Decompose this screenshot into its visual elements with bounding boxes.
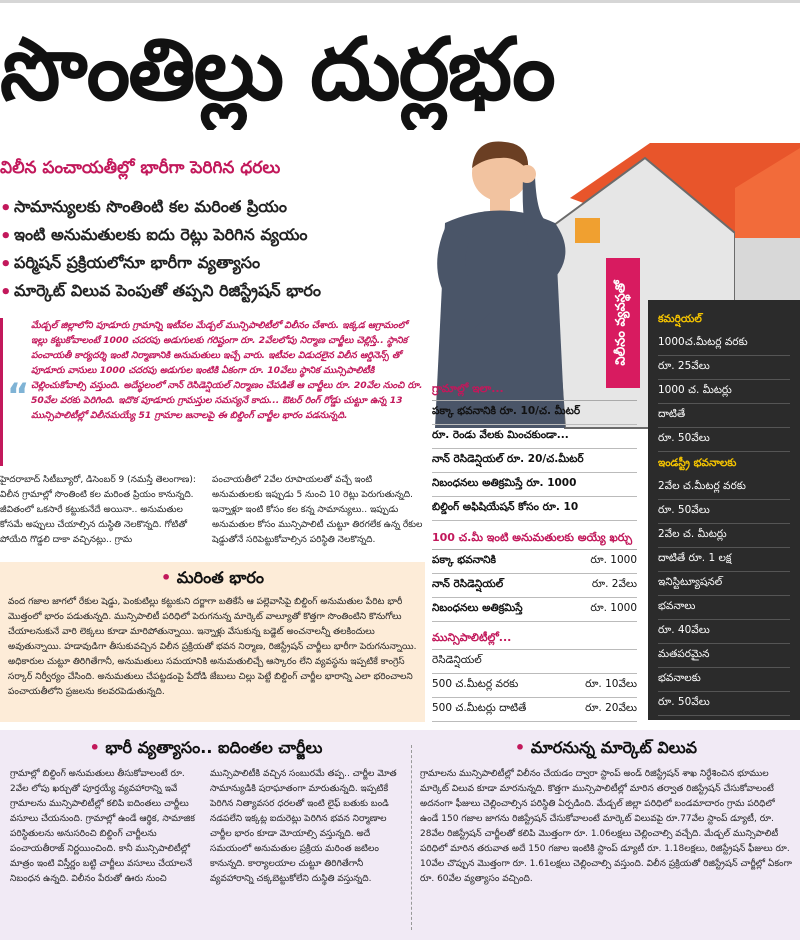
table-row: బిల్డింగ్ అఫిషియేషన్ కోసం రూ. 10: [432, 497, 637, 521]
table-row: 500 చ.మీటర్లు దాటితే రూ. 20వేలు: [432, 698, 637, 722]
panel-row: భవనాలు: [658, 596, 790, 620]
table-row: పక్కా భవనానికి రూ. 1000: [432, 550, 637, 574]
bullet-text: ఇంటి అనుమతులకు ఐదు రెట్లు పెరిగిన వ్యయం: [14, 224, 308, 244]
bullet-dot-icon: •: [0, 225, 12, 247]
ribbon-text: విలీనం వ్యవస్థతో: [614, 280, 630, 366]
bottom-right-title: • మారనున్న మార్కెట్ విలువ: [514, 738, 698, 757]
bullet-text: పర్మిషన్ ప్రక్రియలోనూ భారీగా వ్యత్యాసం: [14, 252, 261, 272]
table-row: నిబంధనలు అతిక్రమిస్తే రూ. 1000: [432, 598, 637, 622]
table-row: నాన్ రెసిడెన్షియల్ రూ. 20/చ.మీటర్: [432, 449, 637, 473]
bullet-dot-icon: •: [89, 738, 106, 757]
table-row: రూ. రెండు వేలకు మించకుండా...: [432, 425, 637, 449]
panel-row: రూ. 50వేలు: [658, 500, 790, 524]
bullet-text: మార్కెట్ విలువ పెంపుతో తప్పని రిజిస్ట్రేషన్ భారం: [14, 280, 321, 300]
panel-heading: ఇండస్ట్రీ భవనాలకు: [658, 456, 737, 469]
bottom-left-col1: గ్రామాల్లో బిల్డింగ్ అనుమతులు తీసుకోవాలంటే రూ. 2వేల లోపు ఖర్చుతో పూర్తయ్యే వ్యవహారాన్ని ఇవే గ్రామాలను మున్సిపాలిటీల్లో కలిపి ఐదింతలు చార్జీలు వసూలు చేయనుంది. గ్రామాల్లో ఉండే ఆర్థిక, సామాజిక పరిస్థితులను అనుసరించి బిల్డింగ్ చార్జీలను పంచాయతీరాజ్ నిర్ణయించింది. కానీ మున్సిపాలిటీల్లో మాత్రం ఇంటి విస్తీర్ణం బట్టి చార్జీలు వసూలు చేయాలనే నిబంధన ఉన్నది. విలీనం పేరుతో ఊరు నుంచి: [10, 769, 196, 884]
sidebar-box-more-burden: [0, 562, 425, 722]
panel-row: రూ. 50వేలు: [658, 692, 790, 716]
man-hand-icon: [518, 165, 536, 183]
bullet-item: [0, 278, 420, 306]
bullet-dot-icon: •: [514, 738, 531, 757]
panel-row: రూ. 25వేలు: [658, 356, 790, 380]
panel-row: 2వేల చ.మీటర్ల వరకు: [658, 476, 790, 500]
hundred-sqm-heading: 100 చ.మీ ఇంటి అనుమతులకు అయ్యే ఖర్చు: [432, 529, 637, 550]
village-heading: గ్రామాల్లో ఇలా...: [432, 380, 637, 401]
panel-row: 1000చ.మీటర్ల వరకు: [658, 332, 790, 356]
municipal-heading: మున్సిపాలిటీల్లో...: [432, 628, 637, 650]
panel-row: భవనాలకు: [658, 668, 790, 692]
top-rule: [0, 0, 800, 3]
panel-heading: కమర్షియల్: [658, 312, 702, 325]
bottom-left-col2: మున్సిపాలిటీకి వచ్చిన సంబురమే తప్ప.. చార్జీల మోత సామాన్యుడికి షరాఘాతంగా మారుతున్నది. ఇప్పటికే పెరిగిన నిత్యావసర ధరలతో ఇంటి లైఫ్ బతుకు బండి నడపలేని ఇక్కట్ల ఐదురెట్లు పెరిగిన భవన నిర్మాణాల చార్జీల భారం కూడా మోయాల్సి వస్తున్నది. అదే సమయంలో అనుమతుల ప్రక్రియ మరింత జటిలం కానున్నది. కార్యాలయాల చుట్టూ తిరిగితేగానీ వ్యవహారాన్ని చక్కబెట్టుకోలేని దుస్థితి వస్తున్నది.: [210, 769, 397, 884]
bottom-left-title: • భారీ వ్యత్యాసం.. ఐదింతల చార్జీలు: [89, 738, 323, 757]
column-divider: [411, 745, 412, 930]
subheadline: [0, 158, 420, 186]
article-body-col1: హైదరాబాద్ సిటీబ్యూరో, డిసెంబర్ 9 (నమస్తే తెలంగాణ): విలీన గ్రామాల్లో సొంతింటి కల మరింత ప్రియం కానున్నది. జీవితంలో ఒకసారే కట్టుకునేదే అయినా.. అనుమతుల కోసమే అప్పులు చేయాల్సిన దుస్థితి నెలకొన్నది. గోటితో పోయేది గొడ్డలి దాకా వచ్చినట్లు.. గ్రామ: [0, 475, 196, 545]
table-row: రెసిడెన్షియల్: [432, 650, 637, 674]
sidebar-box-title: • మరింత భారం: [160, 568, 265, 587]
bottom-left-article: [10, 738, 402, 887]
bullet-dot-icon: •: [0, 281, 12, 303]
bullet-list: [0, 194, 420, 306]
panel-row: మతపరమైన: [658, 644, 790, 668]
panel-row: దాటితే రూ. 1 లక్ష: [658, 548, 790, 572]
commercial-charges-panel: [648, 300, 800, 720]
panel-row: రూ. 40వేలు: [658, 620, 790, 644]
charges-table: [432, 380, 637, 722]
table-row: పక్కా భవనానికి రూ. 10/చ. మీటర్: [432, 401, 637, 425]
panel-row: దాటితే: [658, 404, 790, 428]
table-row: నిబంధనలు అతిక్రమిస్తే రూ. 1000: [432, 473, 637, 497]
headline: సొంతిల్లు దుర్లభం: [0, 20, 554, 120]
sidebar-box-text: వంద గజాల జాగలో రేకుల షెడ్డు, పెంకుటిల్లు కట్టుకుని దర్జాగా బతికేసే ఆ పల్లెవాసిపై బిల్డింగ్ అనుమతుల పేరిట భారీ మొత్తంలో భారం పడుతున్నది. మున్సిపాలిటీ పరిధిలో పెరుగనున్న మార్కెట్ వాల్యూతో కొత్తగా సొంతింటిని కొనుగోలు చేయాలనుకునే వారి లెక్కలు కూడా మారిపోతున్నాయి. ఇన్నాళ్లు వేసుకున్న బడ్జెట్ అంచనాలన్నీ తలకిందులు అవుతున్నాయి. హడావుడిగా తీసుకువచ్చిన విలీన ప్రక్రియతో భవన నిర్మాణ, రిజిస్ట్రేషన్ చార్జీలు భారీగా పెరుగనున్నాయి. అధికారుల చుట్టూ తిరిగితేగానీ, అనుమతులు సమయానికి అనుమతులిచ్చే ఆస్కారం లేని వ్యవస్థను ఇప్పటికే కాంగ్రెస్ సర్కార్ నిర్వీర్యం చేసింది. అనుమతులు చేపట్టడంపై పేదోడి జేబులు చిల్లు పెట్టే బిల్డింగ్ చార్జీల భారాన్ని ఎలా భరించాలని పంచాయతీలోని ప్రజలను కలవరపెడుతున్నది.: [8, 597, 417, 697]
article-body-col2: పంచాయతీలో 2వేల రూపాయలతో వచ్చే ఇంటి అనుమతులకు ఇప్పుడు 5 నుంచి 10 రెట్లు పెరుగుతున్నది. ఇన్నాళ్లూ ఇంటి కోసం కల కన్న సామాన్యులు.. ఇప్పుడు అనుమతుల కోసం మున్సిపాలిటీ చుట్టూ తిరగలేక ఉన్న రేకుల షెడ్డుతోనే సరిపెట్టుకోవాల్సిన పరిస్థితి నెలకొన్నది.: [212, 475, 423, 545]
table-row: 500 చ.మీటర్ల వరకు రూ. 10వేలు: [432, 674, 637, 698]
house-window-icon: [575, 218, 600, 243]
pullquote: [0, 318, 425, 466]
bullet-item: [0, 194, 420, 222]
ribbon-label: [606, 258, 640, 388]
bottom-right-text: గ్రామాలను మున్సిపాలిటీల్లో విలీనం చేయడం ద్వారా స్టాంప్ అండ్ రిజిస్ట్రేషన్ శాఖ నిర్ధేశించిన భూముల మార్కెట్ విలువ కూడా మారనున్నది. కొత్తగా మున్సిపాలిటీల్లో మారిన తర్వాత రిజిస్ట్రేషన్ చేసుకోవాలంటే అదనంగా ఫీజులు చెల్లించాల్సిన పరిస్థితి ఏర్పడింది. మేడ్చల్ జిల్లా పరిధిలో బండమాదారం గ్రామ పరిధిలో ఉండే 150 గజాల జాగను రిజిస్ట్రేషన్ చేసుకోవాలంటే మార్కెట్ విలువపై రూ.77వేల స్టాంప్ డ్యూటీ, రూ. 28వేల రిజిస్ట్రేషన్ చార్జీలతో కలిపి మొత్తంగా రూ. 1.06లక్షలు చెల్లించాల్సి వచ్చేది. మేడ్చల్ మున్సిపాలిటీ పరిధిలో మారిన తరువాత అదే 150 గజాల ఇంటికి స్టాంప్ డ్యూటీ రూ. 1.18లక్షలు, రిజిస్ట్రేషన్ ఫీజులు రూ. 10వేల చొప్పున మొత్తంగా రూ. 1.61లక్షలు చెల్లించాల్సి వస్తుంది. విలీన ప్రక్రియతో రిజిస్ట్రేషన్ చార్జీల్లో ఏకంగా రూ. 60వేల వ్యత్యాసం వచ్చింది.: [420, 769, 792, 884]
bullet-item: [0, 222, 420, 250]
subheadline-text: విలీన పంచాయతీల్లో భారీగా పెరిగిన ధరలు: [0, 158, 281, 178]
panel-row: రూ. 50వేలు: [658, 428, 790, 452]
bottom-right-article: [420, 738, 792, 887]
bullet-item: [0, 250, 420, 278]
quote-icon: “: [7, 376, 30, 416]
bullet-dot-icon: •: [160, 568, 177, 587]
panel-row: 1000 చ. మీటర్లు: [658, 380, 790, 404]
bullet-dot-icon: •: [0, 253, 12, 275]
panel-row: 2వేల చ. మీటర్లు: [658, 524, 790, 548]
table-row: నాన్ రెసిడెన్షియల్ రూ. 2వేలు: [432, 574, 637, 598]
pullquote-text: మేడ్చల్ జిల్లాలోని పూడూరు గ్రామాన్ని ఇటీవల మేడ్చల్ మున్సిపాలిటీలో విలీనం చేశారు. ఇక్కడ ఆగ్రామంలో ఇల్లు కట్టుకోవాలంటే 1000 చదరపు అడుగులకు గరిష్టంగా రూ. 2వేలలోపు నిర్మాణ చార్జీలు చెల్లిస్తే.. స్థానిక పంచాయతీ కార్యదర్శి ఇంటి నిర్మాణానికి అనుమతులు ఇచ్చే వారు. ఇటీవల విడుదలైన విలీన ఆర్డినెన్స్ తో పూడూరు వాసులు 1000 చదరపు అడుగుల ఇంటికి ఏకంగా రూ. 10వేలు స్థానిక మున్సిపాలిటీకి చెల్లించుకోవాల్సి వస్తుంది. అదేస్థలంలో నాన్ రెసిడెన్షియల్ నిర్మాణం చేపడితే ఆ చార్జీలు రూ. 20వేల నుంచి రూ. 50వేల వరకు పెరిగింది. ఇదొక పూడూరు గ్రామస్తుల సమస్యనే కాదు... ఔటర్ రింగ్ రోడ్డు చుట్టూ ఉన్న 13 మున్సిపాలిటీల్లో విలీనమయ్యే 51 గ్రామాల జనాలపై ఈ బిల్డింగ్ చార్జీల భారం పడనున్నది.: [31, 320, 423, 421]
panel-row: ఇనిస్టిట్యూషనల్: [658, 572, 790, 596]
bullet-text: సామాన్యులకు సొంతింటి కల మరింత ప్రియం: [14, 196, 287, 216]
bullet-dot-icon: •: [0, 197, 12, 219]
